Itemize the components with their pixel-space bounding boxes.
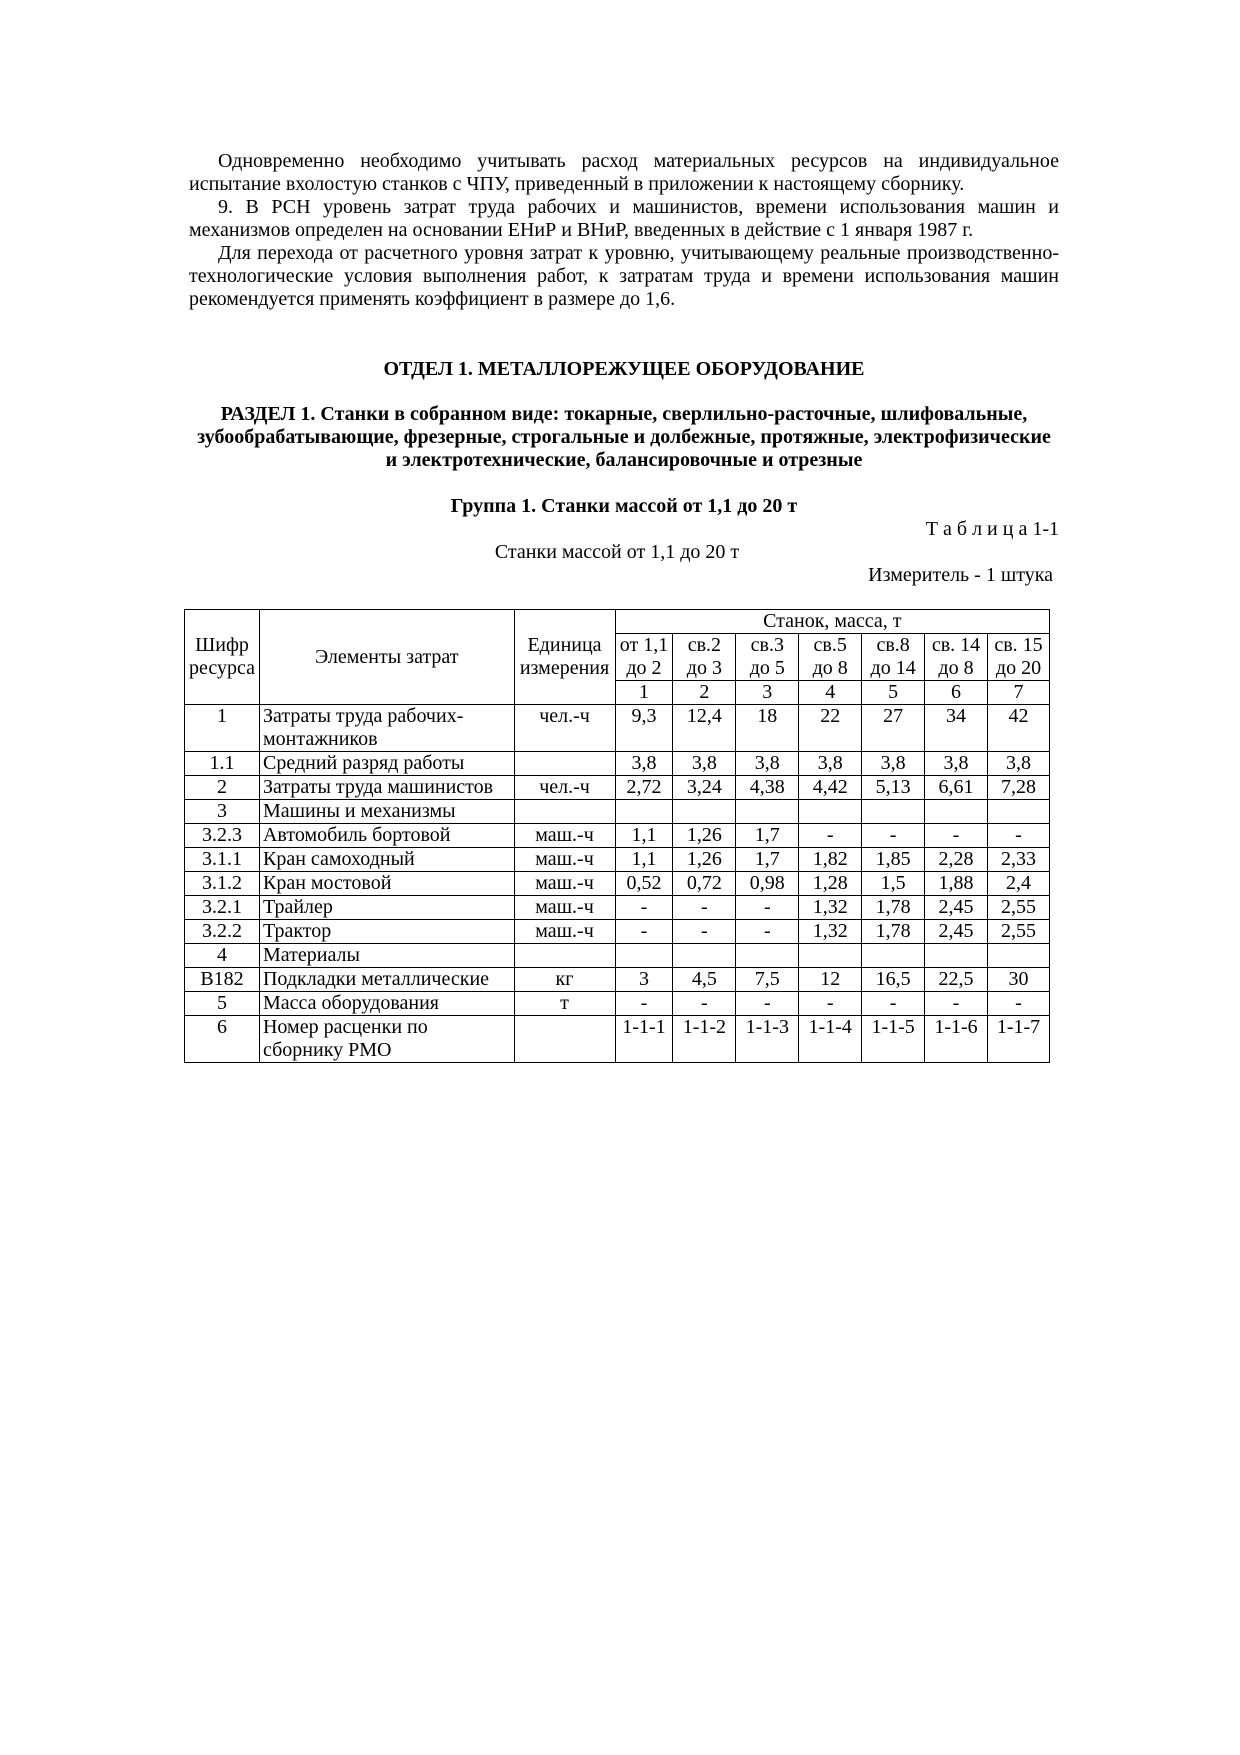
value-cell: 1,7	[736, 824, 799, 848]
table-row	[185, 872, 1050, 896]
value-cell: 9,3	[615, 705, 673, 752]
value-cell: -	[615, 896, 673, 920]
value-cell: 2,55	[987, 896, 1049, 920]
value-cell: -	[862, 824, 925, 848]
value-cell	[673, 800, 736, 824]
value-cell: 1,32	[799, 896, 862, 920]
resource-code-cell: 4	[185, 944, 260, 968]
value-cell: 1-1-7	[987, 1016, 1049, 1063]
value-cell: 1,1	[615, 848, 673, 872]
header-column-number: 4	[799, 681, 862, 705]
value-cell	[615, 944, 673, 968]
department-title: ОТДЕЛ 1. МЕТАЛЛОРЕЖУЩЕЕ ОБОРУДОВАНИЕ	[383, 358, 865, 380]
value-cell: 3	[615, 968, 673, 992]
unit-cell: маш.-ч	[514, 872, 615, 896]
value-cell: -	[673, 992, 736, 1016]
value-cell: -	[736, 896, 799, 920]
resource-code-cell: 3.1.2	[185, 872, 260, 896]
resource-code-cell: 2	[185, 776, 260, 800]
header-column-number: 3	[736, 681, 799, 705]
group-title: Группа 1. Станки массой от 1,1 до 20 т	[450, 495, 798, 517]
table-row	[185, 944, 1050, 968]
value-cell: -	[673, 896, 736, 920]
cost-element-cell: Трактор	[259, 920, 514, 944]
resource-code-cell: 3.1.1	[185, 848, 260, 872]
resource-code-cell: 3.2.1	[185, 896, 260, 920]
value-cell: 2,45	[925, 896, 988, 920]
value-cell: 6,61	[925, 776, 988, 800]
value-cell: 1,78	[862, 920, 925, 944]
value-cell: -	[862, 992, 925, 1016]
value-cell: 1-1-4	[799, 1016, 862, 1063]
unit-cell: маш.-ч	[514, 848, 615, 872]
value-cell: 27	[862, 705, 925, 752]
table-row	[185, 992, 1050, 1016]
value-cell	[987, 800, 1049, 824]
paragraph-1: Одновременно необходимо учитывать расход материальных ресурсов на индивидуальное испытание вхолостую станков с ЧПУ, приведенный в приложении к настоящему сборнику.	[189, 150, 1059, 195]
value-cell: -	[736, 920, 799, 944]
table-row	[185, 705, 1050, 752]
value-cell: 1-1-6	[925, 1016, 988, 1063]
unit-cell: т	[514, 992, 615, 1016]
value-cell: 1,5	[862, 872, 925, 896]
cost-element-cell: Кран мостовой	[259, 872, 514, 896]
value-cell: -	[987, 824, 1049, 848]
value-cell: 3,8	[615, 752, 673, 776]
value-cell: 2,28	[925, 848, 988, 872]
value-cell: 1,82	[799, 848, 862, 872]
header-mass-range: св.2 до 3	[673, 634, 736, 681]
table-header-row-1	[185, 610, 1050, 634]
value-cell: 2,4	[987, 872, 1049, 896]
value-cell: 7,5	[736, 968, 799, 992]
unit-cell: кг	[514, 968, 615, 992]
section-title: РАЗДЕЛ 1. Станки в собранном виде: токарные, сверлильно-расточные, шлифовальные, зубообрабатывающие, фрезерные, строгальные и долбежные, протяжные, электрофизические и электротехнические, балансировочные и отрезные	[197, 403, 1051, 471]
paragraph-2: 9. В РСН уровень затрат труда рабочих и машинистов, времени использования машин и механизмов определен на основании ЕНиР и ВНиР, введенных в действие с 1 января 1987 г.	[189, 196, 1059, 241]
cost-element-cell: Материалы	[259, 944, 514, 968]
table-label	[189, 518, 1059, 541]
value-cell: 3,8	[862, 752, 925, 776]
value-cell: -	[799, 992, 862, 1016]
value-cell: -	[987, 992, 1049, 1016]
value-cell: 12	[799, 968, 862, 992]
header-mass-range: св.3 до 5	[736, 634, 799, 681]
value-cell: 1,88	[925, 872, 988, 896]
resource-code-cell: 3	[185, 800, 260, 824]
table-row	[185, 1016, 1050, 1063]
header-column-number: 5	[862, 681, 925, 705]
cost-element-cell: Трайлер	[259, 896, 514, 920]
value-cell	[925, 944, 988, 968]
unit-cell	[514, 800, 615, 824]
cost-element-cell: Кран самоходный	[259, 848, 514, 872]
header-column-number: 1	[615, 681, 673, 705]
value-cell	[673, 944, 736, 968]
document-page	[189, 150, 1059, 587]
value-cell: 2,45	[925, 920, 988, 944]
cost-element-cell: Средний разряд работы	[259, 752, 514, 776]
unit-cell: маш.-ч	[514, 920, 615, 944]
resource-code-cell: 1	[185, 705, 260, 752]
value-cell	[736, 944, 799, 968]
value-cell: 34	[925, 705, 988, 752]
value-cell: 18	[736, 705, 799, 752]
value-cell: 1-1-1	[615, 1016, 673, 1063]
cost-element-cell: Масса оборудования	[259, 992, 514, 1016]
unit-cell: чел.-ч	[514, 705, 615, 752]
value-cell: -	[615, 920, 673, 944]
value-cell: 3,8	[673, 752, 736, 776]
table-row	[185, 920, 1050, 944]
resource-code-cell: 3.2.3	[185, 824, 260, 848]
value-cell: 1,26	[673, 848, 736, 872]
header-mass-range: св.5 до 8	[799, 634, 862, 681]
header-mass-range: св.8 до 14	[862, 634, 925, 681]
value-cell: 4,5	[673, 968, 736, 992]
norms-table	[184, 609, 1050, 1063]
value-cell: 42	[987, 705, 1049, 752]
value-cell: 2,55	[987, 920, 1049, 944]
value-cell: 1,1	[615, 824, 673, 848]
header-column-number: 6	[925, 681, 988, 705]
resource-code-cell: 6	[185, 1016, 260, 1063]
value-cell: -	[925, 824, 988, 848]
resource-code-cell: 3.2.2	[185, 920, 260, 944]
value-cell: 12,4	[673, 705, 736, 752]
unit-cell: чел.-ч	[514, 776, 615, 800]
header-mass-range: св. 15 до 20	[987, 634, 1049, 681]
value-cell	[862, 944, 925, 968]
header-mass-range: от 1,1 до 2	[615, 634, 673, 681]
value-cell: 2,72	[615, 776, 673, 800]
table-caption: Станки массой от 1,1 до 20 т	[494, 541, 740, 563]
header-element: Элементы затрат	[259, 610, 514, 705]
value-cell: 2,33	[987, 848, 1049, 872]
header-group: Станок, масса, т	[615, 610, 1050, 634]
value-cell: 1,32	[799, 920, 862, 944]
header-column-number: 2	[673, 681, 736, 705]
value-cell: 3,24	[673, 776, 736, 800]
header-unit: Единица измерения	[514, 610, 615, 705]
measure-unit: Измеритель - 1 штука	[868, 564, 1053, 586]
value-cell: 1,26	[673, 824, 736, 848]
unit-cell	[514, 944, 615, 968]
resource-code-cell: В182	[185, 968, 260, 992]
unit-cell	[514, 1016, 615, 1063]
cost-element-cell: Автомобиль бортовой	[259, 824, 514, 848]
value-cell: 0,98	[736, 872, 799, 896]
value-cell	[615, 800, 673, 824]
resource-code-cell: 5	[185, 992, 260, 1016]
value-cell: 1,78	[862, 896, 925, 920]
table-row	[185, 848, 1050, 872]
table-row	[185, 776, 1050, 800]
value-cell	[987, 944, 1049, 968]
value-cell	[799, 944, 862, 968]
value-cell	[736, 800, 799, 824]
header-mass-range: св. 14 до 8	[925, 634, 988, 681]
value-cell: 0,52	[615, 872, 673, 896]
value-cell: 3,8	[987, 752, 1049, 776]
table-label-text: Т а б л и ц а 1-1	[925, 518, 1059, 540]
value-cell: -	[736, 992, 799, 1016]
resource-code-cell: 1.1	[185, 752, 260, 776]
value-cell	[799, 800, 862, 824]
value-cell: 0,72	[673, 872, 736, 896]
value-cell: 4,42	[799, 776, 862, 800]
value-cell: -	[615, 992, 673, 1016]
value-cell: 1,85	[862, 848, 925, 872]
header-column-number: 7	[987, 681, 1049, 705]
cost-element-cell: Затраты труда рабочих-монтажников	[259, 705, 514, 752]
value-cell: 16,5	[862, 968, 925, 992]
table-row	[185, 968, 1050, 992]
value-cell: 4,38	[736, 776, 799, 800]
value-cell: 22,5	[925, 968, 988, 992]
value-cell	[862, 800, 925, 824]
value-cell: -	[925, 992, 988, 1016]
cost-element-cell: Затраты труда машинистов	[259, 776, 514, 800]
value-cell: 1-1-2	[673, 1016, 736, 1063]
table-row	[185, 752, 1050, 776]
unit-cell: маш.-ч	[514, 896, 615, 920]
value-cell: -	[799, 824, 862, 848]
paragraph-3: Для перехода от расчетного уровня затрат к уровню, учитывающему реальные производственно-технологические условия выполнения работ, к затратам труда и времени использования машин рекомендуется применять коэффициент в размере до 1,6.	[189, 242, 1059, 310]
value-cell: 7,28	[987, 776, 1049, 800]
value-cell: 1,28	[799, 872, 862, 896]
value-cell: 3,8	[736, 752, 799, 776]
cost-element-cell: Подкладки металлические	[259, 968, 514, 992]
value-cell: 3,8	[799, 752, 862, 776]
cost-element-cell: Машины и механизмы	[259, 800, 514, 824]
table-row	[185, 896, 1050, 920]
unit-cell: маш.-ч	[514, 824, 615, 848]
unit-cell	[514, 752, 615, 776]
cost-element-cell: Номер расценки по сборнику РМО	[259, 1016, 514, 1063]
value-cell: 30	[987, 968, 1049, 992]
table-row	[185, 824, 1050, 848]
value-cell: 1,7	[736, 848, 799, 872]
value-cell: 1-1-3	[736, 1016, 799, 1063]
value-cell: 5,13	[862, 776, 925, 800]
value-cell: -	[673, 920, 736, 944]
value-cell: 3,8	[925, 752, 988, 776]
header-code: Шифр ресурса	[185, 610, 260, 705]
value-cell	[925, 800, 988, 824]
value-cell: 1-1-5	[862, 1016, 925, 1063]
table-row	[185, 800, 1050, 824]
value-cell: 22	[799, 705, 862, 752]
